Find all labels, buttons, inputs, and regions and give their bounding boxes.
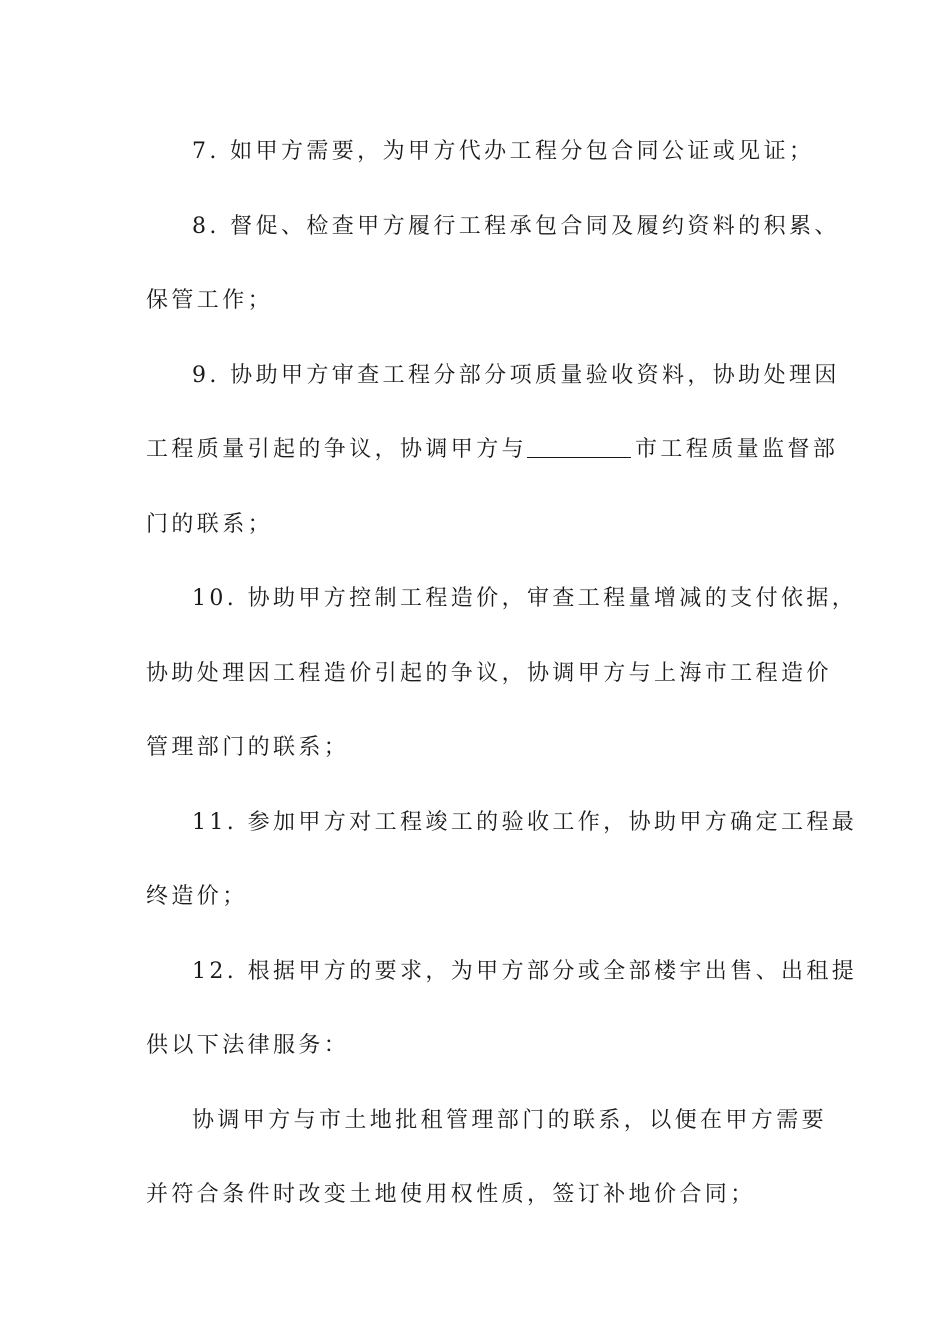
item-9-line-2-suffix: 市工程质量监督部 [635,437,839,462]
item-10-line-1: 10. 协助甲方控制工程造价，审查工程量增减的支付依据， [192,586,858,611]
item-11-line-1: 11. 参加甲方对工程竣工的验收工作，协助甲方确定工程最 [192,810,858,835]
item-12-line-1: 12. 根据甲方的要求，为甲方部分或全部楼宇出售、出租提 [192,959,858,984]
paragraph-line-1: 协调甲方与市土地批租管理部门的联系，以便在甲方需要 [192,1108,828,1133]
item-9-line-2 [146,434,839,466]
item-10-line-2: 协助处理因工程造价引起的争议，协调甲方与上海市工程造价 [146,661,832,686]
item-9-line-2-prefix: 工程质量引起的争议，协调甲方与 [146,437,528,462]
item-9-line-3: 门的联系； [146,512,274,537]
item-11-line-2: 终造价； [146,884,248,909]
item-8-line-1: 8. 督促、检查甲方履行工程承包合同及履约资料的积累、 [192,214,840,239]
fill-in-blank [527,435,631,458]
paragraph-line-2: 并符合条件时改变土地使用权性质，签订补地价合同； [146,1182,756,1207]
item-9-line-1: 9. 协助甲方审查工程分部分项质量验收资料，协助处理因 [192,363,840,388]
item-8-line-2: 保管工作； [146,288,274,313]
item-12-line-2: 供以下法律服务： [146,1033,350,1058]
item-10-line-3: 管理部门的联系； [146,735,350,760]
item-7-line: 7. 如甲方需要，为甲方代办工程分包合同公证或见证； [192,139,815,164]
